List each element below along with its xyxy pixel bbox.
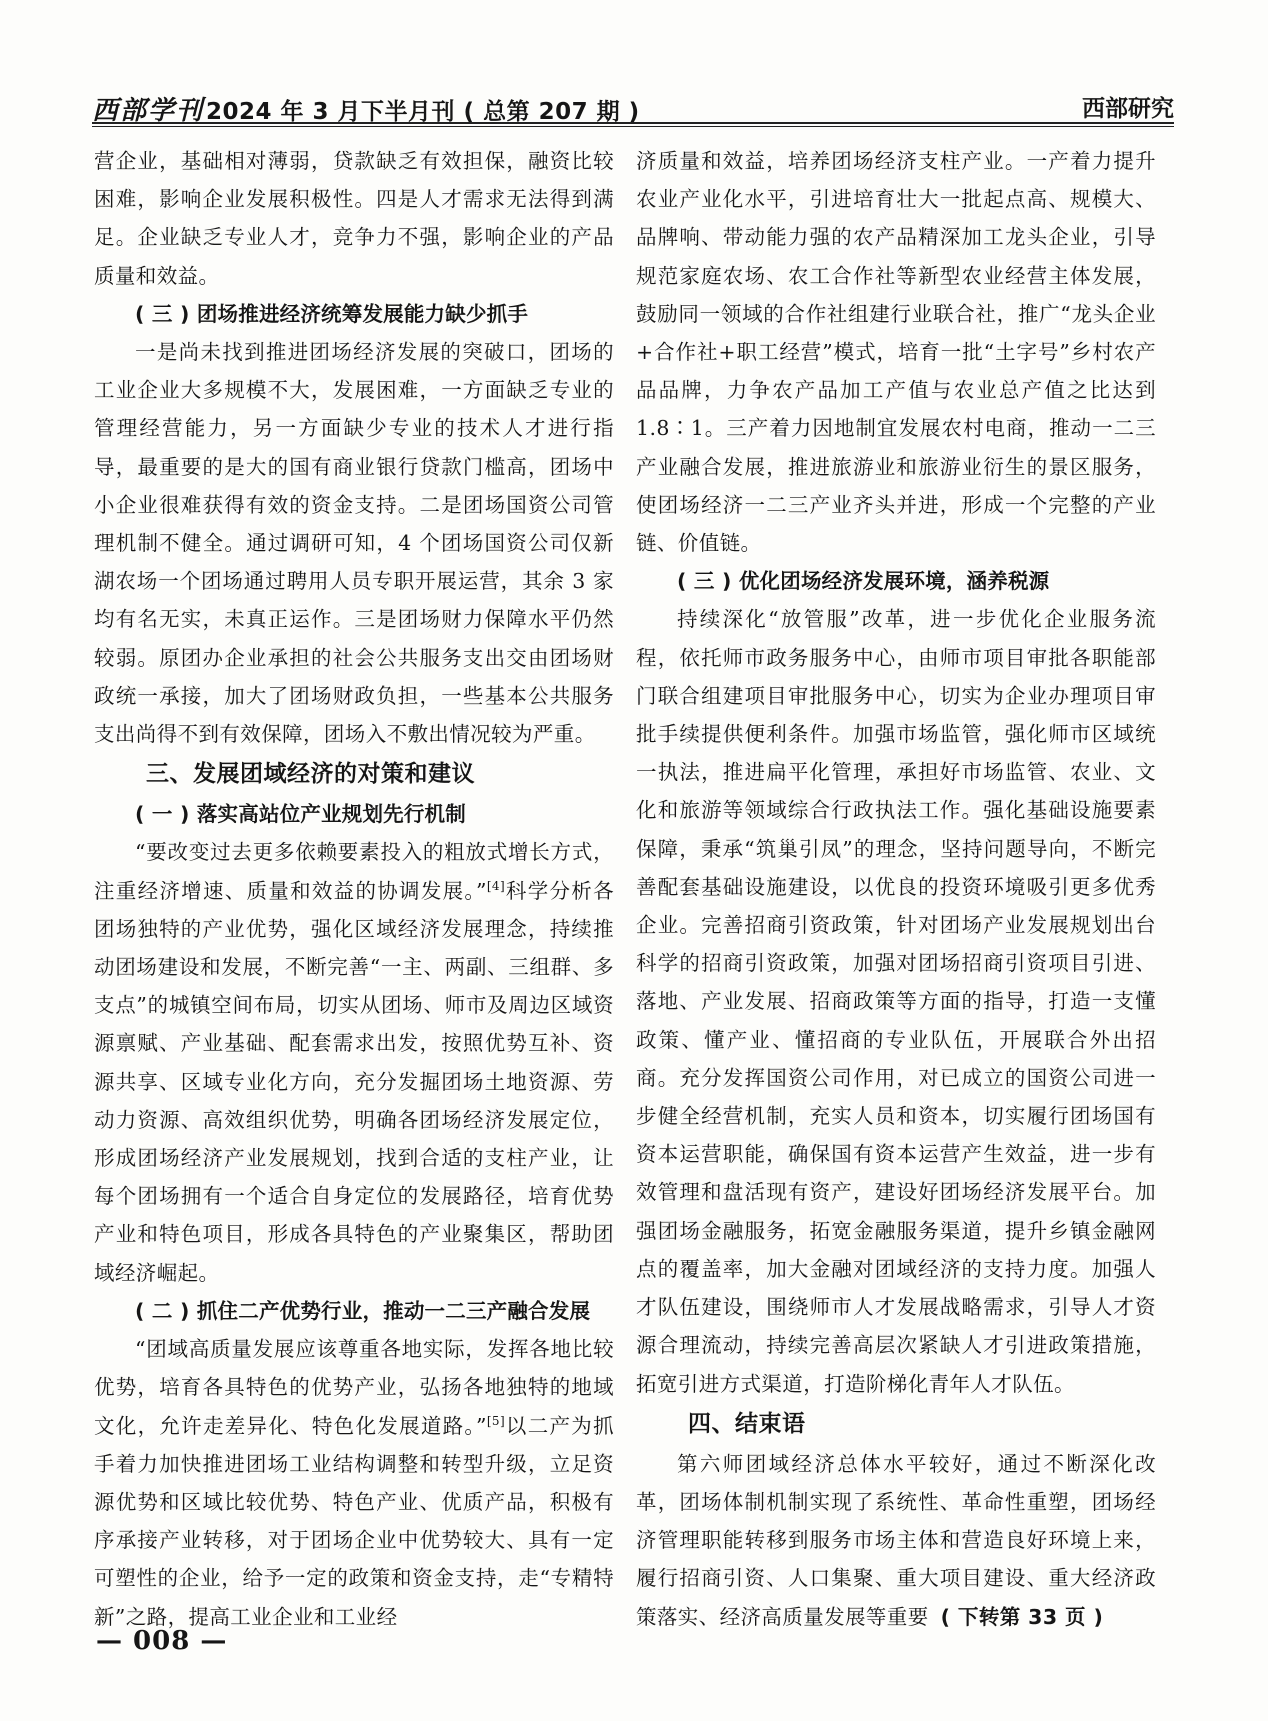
citation-ref: [5] xyxy=(486,1413,506,1428)
issue-info: 2024 年 3 月下半月刊 ( 总第 207 期 ) xyxy=(206,99,640,125)
paragraph: 持续深化“放管服”改革，进一步优化企业服务流程，依托师市政务服务中心，由师市项目审批各职能部门联合组建项目审批服务中心，切实为企业办理项目审批手续提供便利条件。加强市场监管，强化师市区域统一执法，推进扁平化管理，承担好市场监管、农业、文化和旅游等领域综合行政执法工作。强化基础设施要素保障，秉承“筑巢引凤”的理念，坚持问题导向，不断完善配套基础设施建设，以优良的投资环境吸引更多优秀企业。完善招商引资政策，针对团场产业发展规划出台科学的招商引资政策，加强对团场招商引资项目引进、落地、产业发展、招商政策等方面的指导，打造一支懂政策、懂产业、懂招商的专业队伍，开展联合外出招商。充分发挥国资公司作用，对已成立的国资公司进一步健全经营机制，充实人员和资本，切实履行团场国有资本运营职能，确保国有资本运营产生效益，进一步有效管理和盘活现有资产，建设好团场经济发展平台。加强团场金融服务，拓宽金融服务渠道，提升乡镇金融网点的覆盖率，加大金融对团域经济的支持力度。加强人才队伍建设，围绕师市人才发展战略需求，引导人才资源合理流动，持续完善高层次紧缺人才引进政策措施，拓宽引进方式渠道，打造阶梯化青年人才队伍。 xyxy=(636,607,1156,1396)
continued-note: ( 下转第 33 页 ) xyxy=(940,1604,1104,1629)
paragraph-text: 以二产为抓手着力加快推进团场工业结构调整和转型升级，立足资源优势和区域比较优势、特色产业、优质产品，积极有序承接产业转移，对于团场企业中优势较大、具有一定可塑性的企业，给予一定的政策和资金支持，走“专精特新”之路，提高工业企业和工业经 xyxy=(94,1413,614,1629)
subsection-heading: ( 三 ) 优化团场经济发展环境，涵养税源 xyxy=(677,569,1050,594)
paragraph: 一是尚未找到推进团场经济发展的突破口，团场的工业企业大多规模不大，发展困难，一方面缺乏专业的管理经营能力，另一方面缺少专业的技术人才进行指导，最重要的是大的国有商业银行贷款门槛高，团场中小企业很难获得有效的资金支持。二是团场国资公司管理机制不健全。通过调研可知，4 个团场国资公司仅新湖农场一个团场通过聘用人员专职开展运营，其余 3 家均有名无实，未真正运作。三是团场财力保障水平仍然较弱。原团办企业承担的社会公共服务支出交由团场财政统一承接，加大了团场财政负担，一些基本公共服务支出尚得不到有效保障，团场入不敷出情况较为严重。 xyxy=(94,340,614,747)
paragraph-text: 科学分析各团场独特的产业优势，强化区域经济发展理念，持续推动团场建设和发展，不断完善“一主、两副、三组群、多支点”的城镇空间布局，切实从团场、师市及周边区域资源禀赋、产业基础、配套需求出发，按照优势互补、资源共享、区域专业化方向，充分发掘团场土地资源、劳动力资源、高效组织优势，明确各团场经济发展定位，形成团场经济产业发展规划，找到合适的支柱产业，让每个团场拥有一个适合自身定位的发展路径，培育优势产业和特色项目，形成各具特色的产业聚集区，帮助团域经济崛起。 xyxy=(94,878,614,1285)
section-heading: 四、结束语 xyxy=(688,1410,806,1437)
paragraph xyxy=(636,1445,1156,1636)
paragraph-with-citation xyxy=(94,833,614,1291)
subsection-heading: ( 一 ) 落实高站位产业规划先行机制 xyxy=(135,802,466,827)
quote-text: “团域高质量发展应该尊重各地实际，发挥各地比较优势，培育各具特色的优势产业，弘扬各地独特的地域文化，允许走差异化、特色化发展道路。” xyxy=(94,1337,614,1438)
paragraph: 营企业，基础相对薄弱，贷款缺乏有效担保，融资比较困难，影响企业发展积极性。四是人才需求无法得到满足。企业缺乏专业人才，竞争力不强，影响企业的产品质量和效益。 xyxy=(94,149,614,288)
citation-ref: [4] xyxy=(486,878,506,893)
section-heading: 三、发展团域经济的对策和建议 xyxy=(146,761,475,788)
paragraph: 济质量和效益，培养团场经济支柱产业。一产着力提升农业产业化水平，引进培育壮大一批起点高、规模大、品牌响、带动能力强的农产品精深加工龙头企业，引导规范家庭农场、农工合作社等新型农业经营主体发展，鼓励同一领域的合作社组建行业联合社，推广“龙头企业+合作社+职工经营”模式，培育一批“土字号”乡村农产品品牌，力争农产品加工产值与农业总产值之比达到 1.8∶1。三产着力因地制宜发展农村电商，推动一二三产业融合发展，推进旅游业和旅游业衍生的景区服务，使团场经济一二三产业齐头并进，形成一个完整的产业链、价值链。 xyxy=(636,149,1156,556)
paragraph-text: 第六师团域经济总体水平较好，通过不断深化改革，团场体制机制实现了系统性、革命性重塑，团场经济管理职能转移到服务市场主体和营造良好环境上来，履行招商引资、人口集聚、重大项目建设、重大经济政策落实、经济高质量发展等重要 xyxy=(636,1451,1156,1629)
header-rule-thin xyxy=(92,126,1174,127)
header-rule xyxy=(92,122,1174,124)
journal-logo: 西部学刊 xyxy=(92,96,205,126)
paragraph-with-citation xyxy=(94,1330,614,1636)
page-header xyxy=(92,86,1174,126)
quote-text: “要改变过去更多依赖要素投入的粗放式增长方式，注重经济增速、质量和效益的协调发展。” xyxy=(94,840,614,903)
section-name: 西部研究 xyxy=(1082,96,1174,122)
page-number: — 008 — xyxy=(96,1626,228,1656)
subsection-heading: ( 二 ) 抓住二产优势行业，推动一二三产融合发展 xyxy=(135,1298,591,1323)
left-column xyxy=(94,142,614,1636)
subsection-heading: ( 三 ) 团场推进经济统筹发展能力缺少抓手 xyxy=(135,301,529,326)
right-column xyxy=(636,142,1156,1636)
